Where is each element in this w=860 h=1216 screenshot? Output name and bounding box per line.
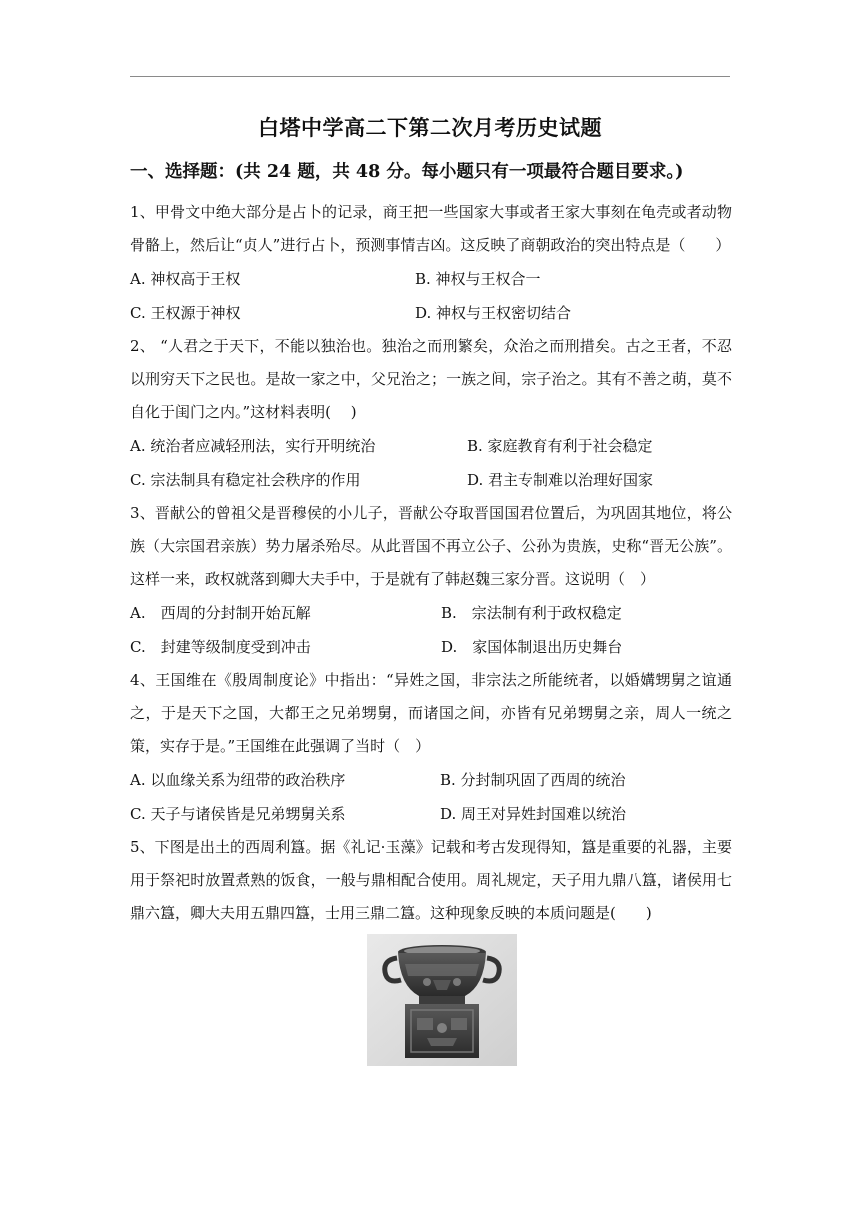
question-list — [130, 196, 732, 1066]
question-3-option-d: D. 家国体制退出历史舞台 — [441, 638, 623, 656]
question-3-stem: 3、晋献公的曾祖父是晋穆侯的小儿子，晋献公夺取晋国国君位置后，为巩固其地位，将公族（大宗国君亲族）势力屠杀殆尽。从此晋国不再立公子、公孙为贵族，史称“晋无公族”。这样一来，政权就落到卿大夫手中，于是就有了韩赵魏三家分晋。这说明（ ） — [130, 504, 732, 588]
bronze-gui-vessel-icon — [367, 934, 517, 1066]
page-title: 白塔中学高二下第二次月考历史试题 — [258, 115, 602, 140]
question-4-options-row-2 — [130, 797, 732, 831]
question-1-options-row-2 — [130, 296, 732, 330]
question-2-stem: 2、 “人君之于天下，不能以独治也。独治之而刑繁矣，众治之而刑措矣。古之王者，不忍以刑穷天下之民也。是故一家之中，父兄治之；一族之间，宗子治之。其有不善之萌，莫不自化于闺门之内。”这材料表明( ) — [130, 337, 732, 421]
question-4-option-d: D. 周王对异姓封国难以统治 — [440, 805, 627, 823]
question-3-options-row-2 — [130, 630, 732, 664]
question-2-option-b: B. 家庭教育有利于社会稳定 — [467, 437, 653, 455]
section-heading: 一、选择题：(共 24 题，共 48 分。每小题只有一项最符合题目要求。) — [130, 162, 684, 182]
question-4-options-row-1 — [130, 763, 732, 797]
question-1-option-b: B. 神权与王权合一 — [415, 270, 541, 288]
question-4-option-b: B. 分封制巩固了西周的统治 — [440, 771, 626, 789]
question-1-option-d: D. 神权与王权密切结合 — [415, 304, 572, 322]
question-3-option-c: C. 封建等级制度受到冲击 — [130, 638, 311, 656]
question-4-option-a: A. 以血缘关系为纽带的政治秩序 — [130, 771, 346, 789]
bronze-gui-vessel-photo — [367, 934, 517, 1066]
question-4-stem: 4、王国维在《殷周制度论》中指出：“异姓之国，非宗法之所能统者，以婚媾甥舅之谊通之，于是天下之国，大都王之兄弟甥舅，而诸国之间，亦皆有兄弟甥舅之亲，周人一统之策，实存于是。”王国维在此强调了当时（ ） — [130, 671, 732, 755]
question-4-option-c: C. 天子与诸侯皆是兄弟甥舅关系 — [130, 805, 346, 823]
question-2-options-row-1 — [130, 429, 732, 463]
question-1-options-row-1 — [130, 262, 732, 296]
question-3-option-b: B. 宗法制有利于政权稳定 — [441, 604, 622, 622]
question-1-option-a: A. 神权高于王权 — [130, 270, 241, 288]
question-1-stem: 1、甲骨文中绝大部分是占卜的记录，商王把一些国家大事或者王家大事刻在龟壳或者动物骨骼上，然后让“贞人”进行占卜，预测事情吉凶。这反映了商朝政治的突出特点是（ ） — [130, 203, 732, 254]
question-1-option-c: C. 王权源于神权 — [130, 304, 241, 322]
question-3-option-a: A. 西周的分封制开始瓦解 — [130, 604, 311, 622]
question-2-option-a: A. 统治者应减轻刑法，实行开明统治 — [130, 437, 376, 455]
question-3-options-row-1 — [130, 596, 732, 630]
question-2-option-c: C. 宗法制具有稳定社会秩序的作用 — [130, 471, 361, 489]
question-5-stem: 5、下图是出土的西周利簋。据《礼记·玉藻》记载和考古发现得知，簋是重要的礼器，主要用于祭祀时放置煮熟的饭食，一般与鼎相配合使用。周礼规定，天子用九鼎八簋，诸侯用七鼎六簋，卿大夫用五鼎四簋，士用三鼎二簋。这种现象反映的本质问题是( ) — [130, 838, 732, 922]
header-rule — [130, 76, 730, 77]
question-2-option-d: D. 君主专制难以治理好国家 — [467, 471, 654, 489]
question-2-options-row-2 — [130, 463, 732, 497]
